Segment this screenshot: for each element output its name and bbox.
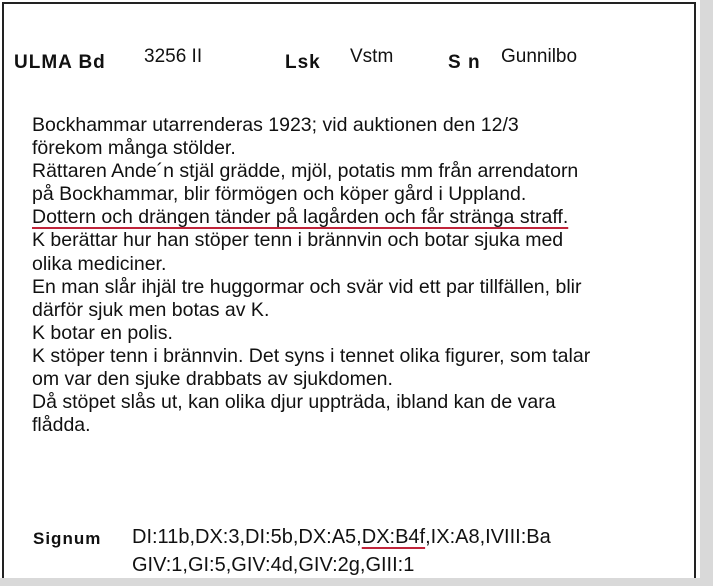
body-line: K berättar hur han stöper tenn i brännvin och botar sjuka med (32, 229, 564, 252)
card-body (32, 114, 692, 437)
scan-margin-right (700, 0, 713, 586)
body-line: En man slår ihjäl tre huggormar och svär vid ett par tillfällen, blir (32, 275, 582, 298)
body-line: om var den sjuke drabbats av sjukdomen. (32, 368, 393, 391)
signum-codes-b: ,IX:A8,IVIII:Ba (425, 526, 551, 548)
body-line: därför sjuk men botas av K. (32, 298, 270, 321)
signum-line-1 (132, 523, 551, 551)
lsk-label: Lsk (285, 52, 321, 73)
card-header (14, 44, 694, 74)
underlined-sentence: Dottern och drängen tänder på lagården och får stränga straff. (32, 206, 569, 229)
archive-label: ULMA Bd (14, 52, 106, 73)
body-line: på Bockhammar, blir förmögen och köper gård i Uppland. (32, 183, 527, 206)
body-line: flådda. (32, 414, 91, 437)
signum-codes (132, 523, 551, 579)
signum-line-2: GIV:1,GI:5,GIV:4d,GIV:2g,GIII:1 (132, 554, 415, 576)
body-line: Då stöpet slås ut, kan olika djur uppträda, ibland kan de vara (32, 391, 556, 414)
body-line: K botar en polis. (32, 321, 173, 344)
body-line: Rättaren Ande´n stjäl grädde, mjöl, potatis mm från arrendatorn (32, 160, 579, 183)
body-line: olika mediciner. (32, 252, 167, 275)
volume-number: 3256 II (144, 46, 203, 67)
sn-value: Gunnilbo (501, 46, 578, 67)
signum-label: Signum (33, 529, 102, 548)
sn-label: S n (448, 52, 481, 73)
scan-margin-bottom (0, 578, 713, 586)
signum-code-highlighted: DX:B4f (361, 526, 426, 548)
body-line: K stöper tenn i brännvin. Det syns i tennet olika figurer, som talar (32, 344, 591, 367)
lsk-value: Vstm (350, 46, 394, 67)
body-line: förekom många stölder. (32, 137, 236, 160)
signum-codes-a: DI:11b,DX:3,DI:5b,DX:A5, (132, 526, 362, 548)
body-line-highlighted (32, 206, 692, 229)
body-line: Bockhammar utarrenderas 1923; vid auktionen den 12/3 (32, 114, 519, 136)
